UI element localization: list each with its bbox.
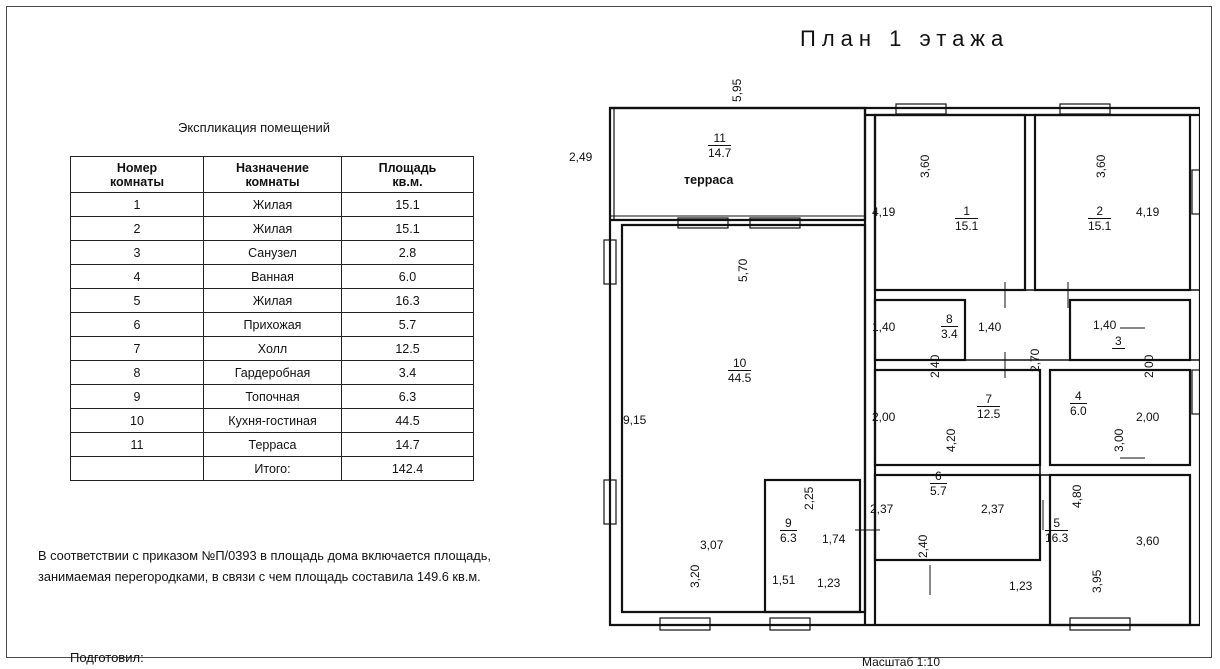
cell-purpose: Прихожая xyxy=(204,313,342,337)
table-row xyxy=(71,265,474,289)
cell-number: 1 xyxy=(71,193,204,217)
room-label-7: 7 12.5 xyxy=(977,392,1001,421)
table-row xyxy=(71,361,474,385)
terrace-label: терраса xyxy=(684,173,734,187)
cell-area: 2.8 xyxy=(342,241,474,265)
cell-area: 14.7 xyxy=(342,433,474,457)
dim-1-40-a: 1,40 xyxy=(872,320,896,334)
cell-area: 15.1 xyxy=(342,193,474,217)
room-label-6: 6 5.7 xyxy=(930,469,947,498)
column-header-number: Номер комнаты xyxy=(71,157,204,193)
room-label-4: 4 6.0 xyxy=(1070,389,1087,418)
table-row xyxy=(71,217,474,241)
room-label-8: 8 3.4 xyxy=(941,312,958,341)
cell-number: 9 xyxy=(71,385,204,409)
dim-9-15: 9,15 xyxy=(623,413,647,427)
legal-note-line2: занимаемая перегородками, в связи с чем площадь составила 149.6 кв.м. xyxy=(38,569,481,584)
room-6-outline xyxy=(875,475,1040,560)
dim-2-00-c: 2,00 xyxy=(1142,354,1156,378)
terrace-outline xyxy=(610,108,865,220)
table-header-row xyxy=(71,157,474,193)
prepared-by-label: Подготовил: xyxy=(70,650,144,665)
dim-2-40-b: 2,40 xyxy=(916,534,930,558)
cell-purpose: Гардеробная xyxy=(204,361,342,385)
floor-plan xyxy=(569,60,1200,665)
cell-empty xyxy=(71,457,204,481)
dim-3-60-b: 3,60 xyxy=(1094,154,1108,178)
cell-purpose: Кухня-гостиная xyxy=(204,409,342,433)
dim-2-49: 2,49 xyxy=(569,150,593,164)
table-row xyxy=(71,409,474,433)
dim-4-19-right: 4,19 xyxy=(1136,205,1160,219)
room-label-10: 10 44.5 xyxy=(728,356,752,385)
cell-area: 12.5 xyxy=(342,337,474,361)
table-row xyxy=(71,289,474,313)
cell-number: 5 xyxy=(71,289,204,313)
cell-purpose: Санузел xyxy=(204,241,342,265)
cell-total-label: Итого: xyxy=(204,457,342,481)
room-3-outline xyxy=(1070,300,1190,360)
cell-area: 16.3 xyxy=(342,289,474,313)
cell-purpose: Холл xyxy=(204,337,342,361)
dim-5-95: 5,95 xyxy=(730,78,744,102)
cell-area: 6.0 xyxy=(342,265,474,289)
cell-number: 6 xyxy=(71,313,204,337)
dim-1-74: 1,74 xyxy=(822,532,846,546)
cell-number: 7 xyxy=(71,337,204,361)
dim-1-51: 1,51 xyxy=(772,573,796,587)
room-label-1: 1 15.1 xyxy=(955,204,979,233)
table-row xyxy=(71,313,474,337)
cell-area: 5.7 xyxy=(342,313,474,337)
page-title: План 1 этажа xyxy=(800,26,1010,51)
cell-number: 3 xyxy=(71,241,204,265)
dim-3-00: 3,00 xyxy=(1112,428,1126,452)
room-label-9: 9 6.3 xyxy=(780,516,797,545)
dim-2-00-left: 2,00 xyxy=(872,410,896,424)
cell-area: 3.4 xyxy=(342,361,474,385)
dim-2-00-right: 2,00 xyxy=(1136,410,1160,424)
room-label-5: 5 16.3 xyxy=(1045,516,1069,545)
table-row xyxy=(71,385,474,409)
cell-number: 10 xyxy=(71,409,204,433)
cell-purpose: Ванная xyxy=(204,265,342,289)
dim-1-23-a: 1,23 xyxy=(817,576,841,590)
cell-purpose: Жилая xyxy=(204,193,342,217)
dim-3-60-a: 3,60 xyxy=(918,154,932,178)
cell-number: 4 xyxy=(71,265,204,289)
dim-1-40-c: 1,40 xyxy=(1093,318,1117,332)
dim-2-25: 2,25 xyxy=(802,486,816,510)
dim-4-80: 4,80 xyxy=(1070,484,1084,508)
column-header-area: Площадь кв.м. xyxy=(342,157,474,193)
room-label-2: 2 15.1 xyxy=(1088,204,1112,233)
room-label-3: 3 xyxy=(1112,335,1125,349)
dim-1-40-b: 1,40 xyxy=(978,320,1002,334)
table-caption: Экспликация помещений xyxy=(178,120,331,135)
room-2-outline xyxy=(1035,115,1190,290)
cell-purpose: Жилая xyxy=(204,217,342,241)
dim-3-60-bottom: 3,60 xyxy=(1136,534,1160,548)
table-total-row xyxy=(71,457,474,481)
dim-2-37-a: 2,37 xyxy=(870,502,894,516)
cell-area: 6.3 xyxy=(342,385,474,409)
legal-note-line1: В соответствии с приказом №П/0393 в площадь дома включается площадь, xyxy=(38,548,491,563)
cell-total-area: 142.4 xyxy=(342,457,474,481)
room-label-11: 11 14.7 xyxy=(708,131,732,160)
dim-1-23-b: 1,23 xyxy=(1009,579,1033,593)
dim-3-07: 3,07 xyxy=(700,538,724,552)
explication-table xyxy=(70,156,474,481)
table-row xyxy=(71,337,474,361)
room-10-outline xyxy=(622,225,865,612)
cell-area: 15.1 xyxy=(342,217,474,241)
table-row xyxy=(71,193,474,217)
dim-2-37-b: 2,37 xyxy=(981,502,1005,516)
cell-number: 11 xyxy=(71,433,204,457)
legal-note xyxy=(38,545,583,587)
dim-2-70: 2,70 xyxy=(1028,348,1042,372)
column-header-purpose: Назначение комнаты xyxy=(204,157,342,193)
table-row xyxy=(71,433,474,457)
dim-5-70: 5,70 xyxy=(736,258,750,282)
dim-4-20: 4,20 xyxy=(944,428,958,452)
cell-purpose: Жилая xyxy=(204,289,342,313)
cell-number: 8 xyxy=(71,361,204,385)
table-row xyxy=(71,241,474,265)
window-mark xyxy=(1192,170,1200,214)
scale-label: Масштаб 1:10 xyxy=(862,655,941,669)
dim-4-19-left: 4,19 xyxy=(872,205,896,219)
cell-purpose: Терраса xyxy=(204,433,342,457)
cell-number: 2 xyxy=(71,217,204,241)
dim-3-20: 3,20 xyxy=(688,564,702,588)
cell-purpose: Топочная xyxy=(204,385,342,409)
cell-area: 44.5 xyxy=(342,409,474,433)
dim-2-40-a: 2,40 xyxy=(928,354,942,378)
dim-3-95: 3,95 xyxy=(1090,569,1104,593)
room-1-outline xyxy=(875,115,1025,290)
window-mark xyxy=(1192,370,1200,414)
